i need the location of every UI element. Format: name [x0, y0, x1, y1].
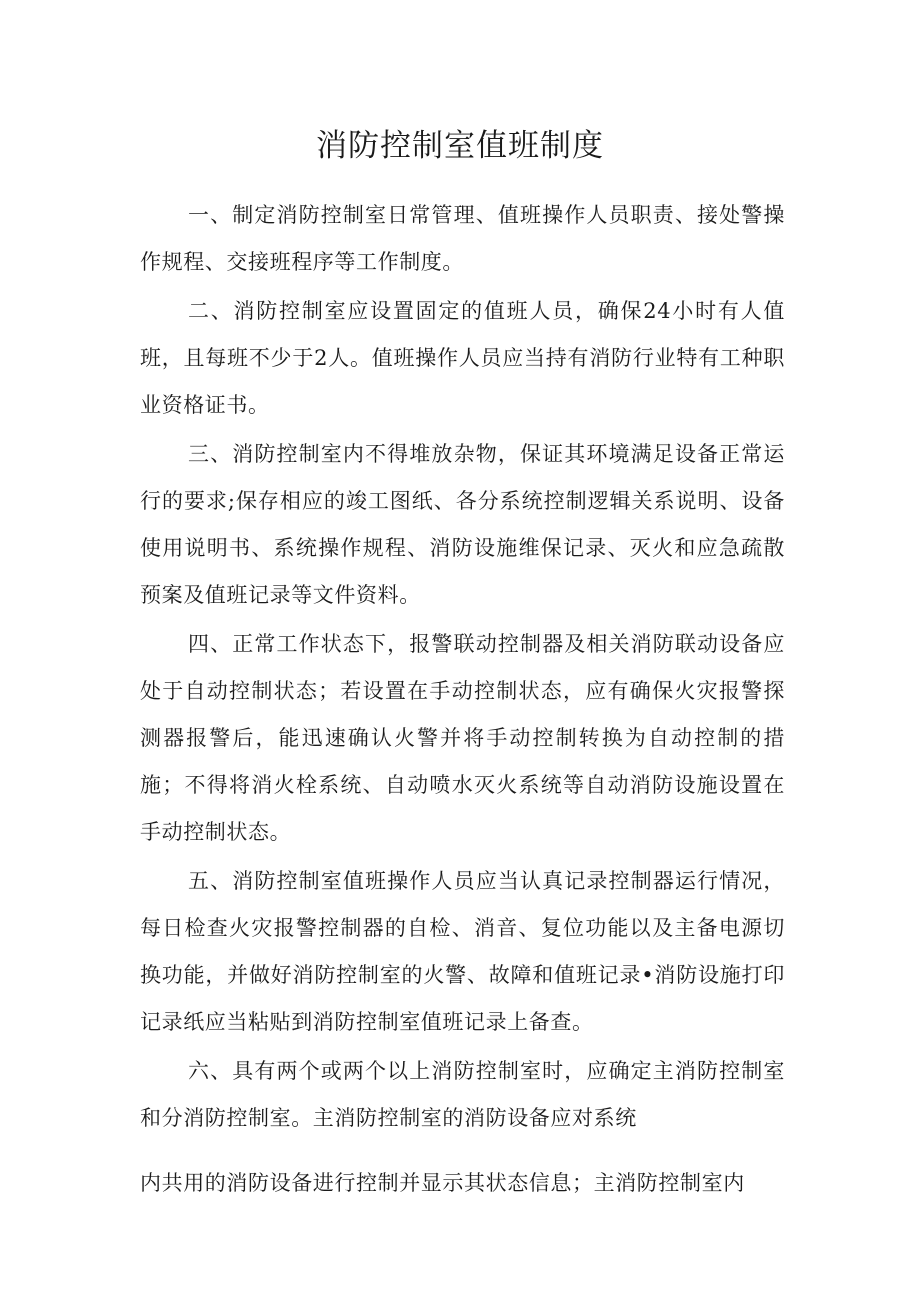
paragraph-6-continuation: 内共用的消防设备进行控制并显示其状态信息；主消防控制室内	[140, 1171, 745, 1195]
paragraph-5: 五、消防控制室值班操作人员应当认真记录控制器运行情况，每日检查火灾报警控制器的自检、消音、复位功能以及主备电源切换功能，并做好消防控制室的火警、故障和值班记录•消防设施打印记录纸应当粘贴到消防控制室值班记录上备查。	[140, 869, 785, 1034]
document-title: 消防控制室值班制度	[316, 128, 604, 164]
paragraph-1: 一、制定消防控制室日常管理、值班操作人员职责、接处警操作规程、交接班程序等工作制度。	[140, 203, 785, 274]
paragraph-6: 六、具有两个或两个以上消防控制室时，应确定主消防控制室和分消防控制室。主消防控制室的消防设备应对系统	[140, 1059, 785, 1130]
paragraph-2: 二、消防控制室应设置固定的值班人员，确保24小时有人值班，且每班不少于2人。值班操作人员应当持有消防行业特有工种职业资格证书。	[140, 299, 785, 417]
paragraph-3: 三、消防控制室内不得堆放杂物，保证其环境满足设备正常运行的要求;保存相应的竣工图纸、各分系统控制逻辑关系说明、设备使用说明书、系统操作规程、消防设施维保记录、灭火和应急疏散预案及值班记录等文件资料。	[140, 442, 785, 607]
paragraph-4: 四、正常工作状态下，报警联动控制器及相关消防联动设备应处于自动控制状态；若设置在手动控制状态，应有确保火灾报警探测器报警后，能迅速确认火警并将手动控制转换为自动控制的措施；不得将消火栓系统、自动喷水灭火系统等自动消防设施设置在手动控制状态。	[140, 632, 785, 844]
document-body	[140, 192, 785, 1209]
